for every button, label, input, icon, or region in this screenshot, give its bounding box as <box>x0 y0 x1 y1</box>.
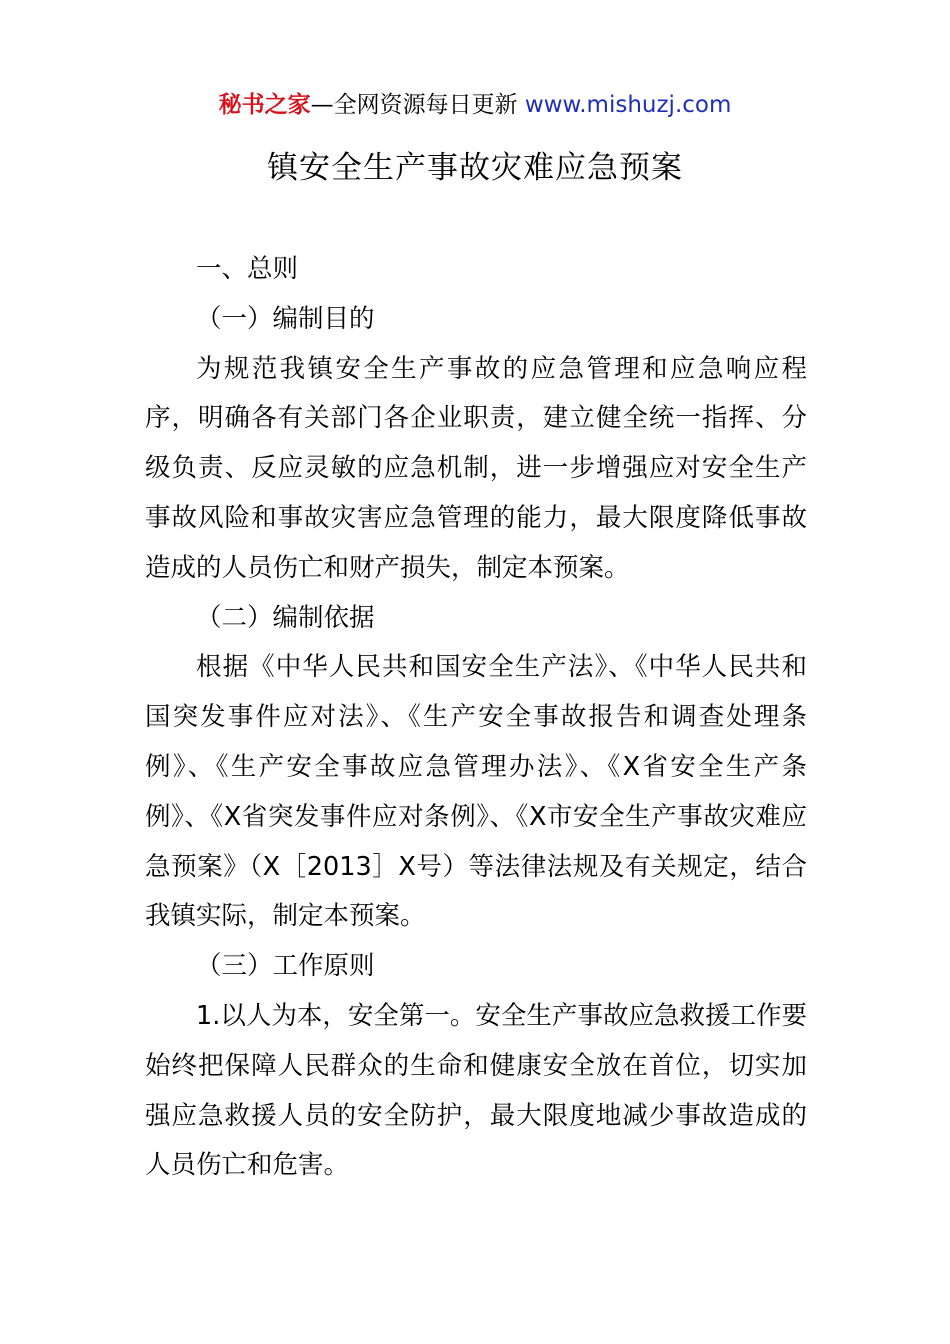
brand-name: 秘书之家 <box>218 92 311 118</box>
document-body <box>145 245 807 1191</box>
section-heading-general: 一、总则 <box>196 254 299 284</box>
document-title: 镇安全生产事故灾难应急预案 <box>267 150 683 186</box>
subsection-heading-purpose: （一）编制目的 <box>196 303 375 334</box>
subsection-heading-basis: （二）编制依据 <box>196 602 375 633</box>
paragraph-purpose: 为规范我镇安全生产事故的应急管理和应急响应程序，明确各有关部门各企业职责，建立健全统一指挥、分级负责、反应灵敏的应急机制，进一步增强应对安全生产事故风险和事故灾害应急管理的能力，最大限度降低事故造成的人员伤亡和财产损失，制定本预案。 <box>145 353 807 583</box>
header-tagline: —全网资源每日更新 <box>310 92 525 118</box>
site-url-link[interactable]: www.mishuzj.com <box>524 92 732 118</box>
paragraph-principle-1: 1.以人为本，安全第一。安全生产事故应急救援工作要始终把保障人民群众的生命和健康安全放在首位，切实加强应急救援人员的安全防护，最大限度地减少事故造成的人员伤亡和危害。 <box>145 1000 807 1181</box>
paragraph-basis: 根据《中华人民共和国安全生产法》、《中华人民共和国突发事件应对法》、《生产安全事故报告和调查处理条例》、《生产安全事故应急管理办法》、《X省安全生产条例》、《X省突发事件应对条例》、《X市安全生产事故灾难应急预案》（X［2013］X号）等法律法规及有关规定，结合我镇实际，制定本预案。 <box>145 652 807 932</box>
site-header <box>0 88 950 122</box>
subsection-heading-principles: （三）工作原则 <box>196 951 375 982</box>
